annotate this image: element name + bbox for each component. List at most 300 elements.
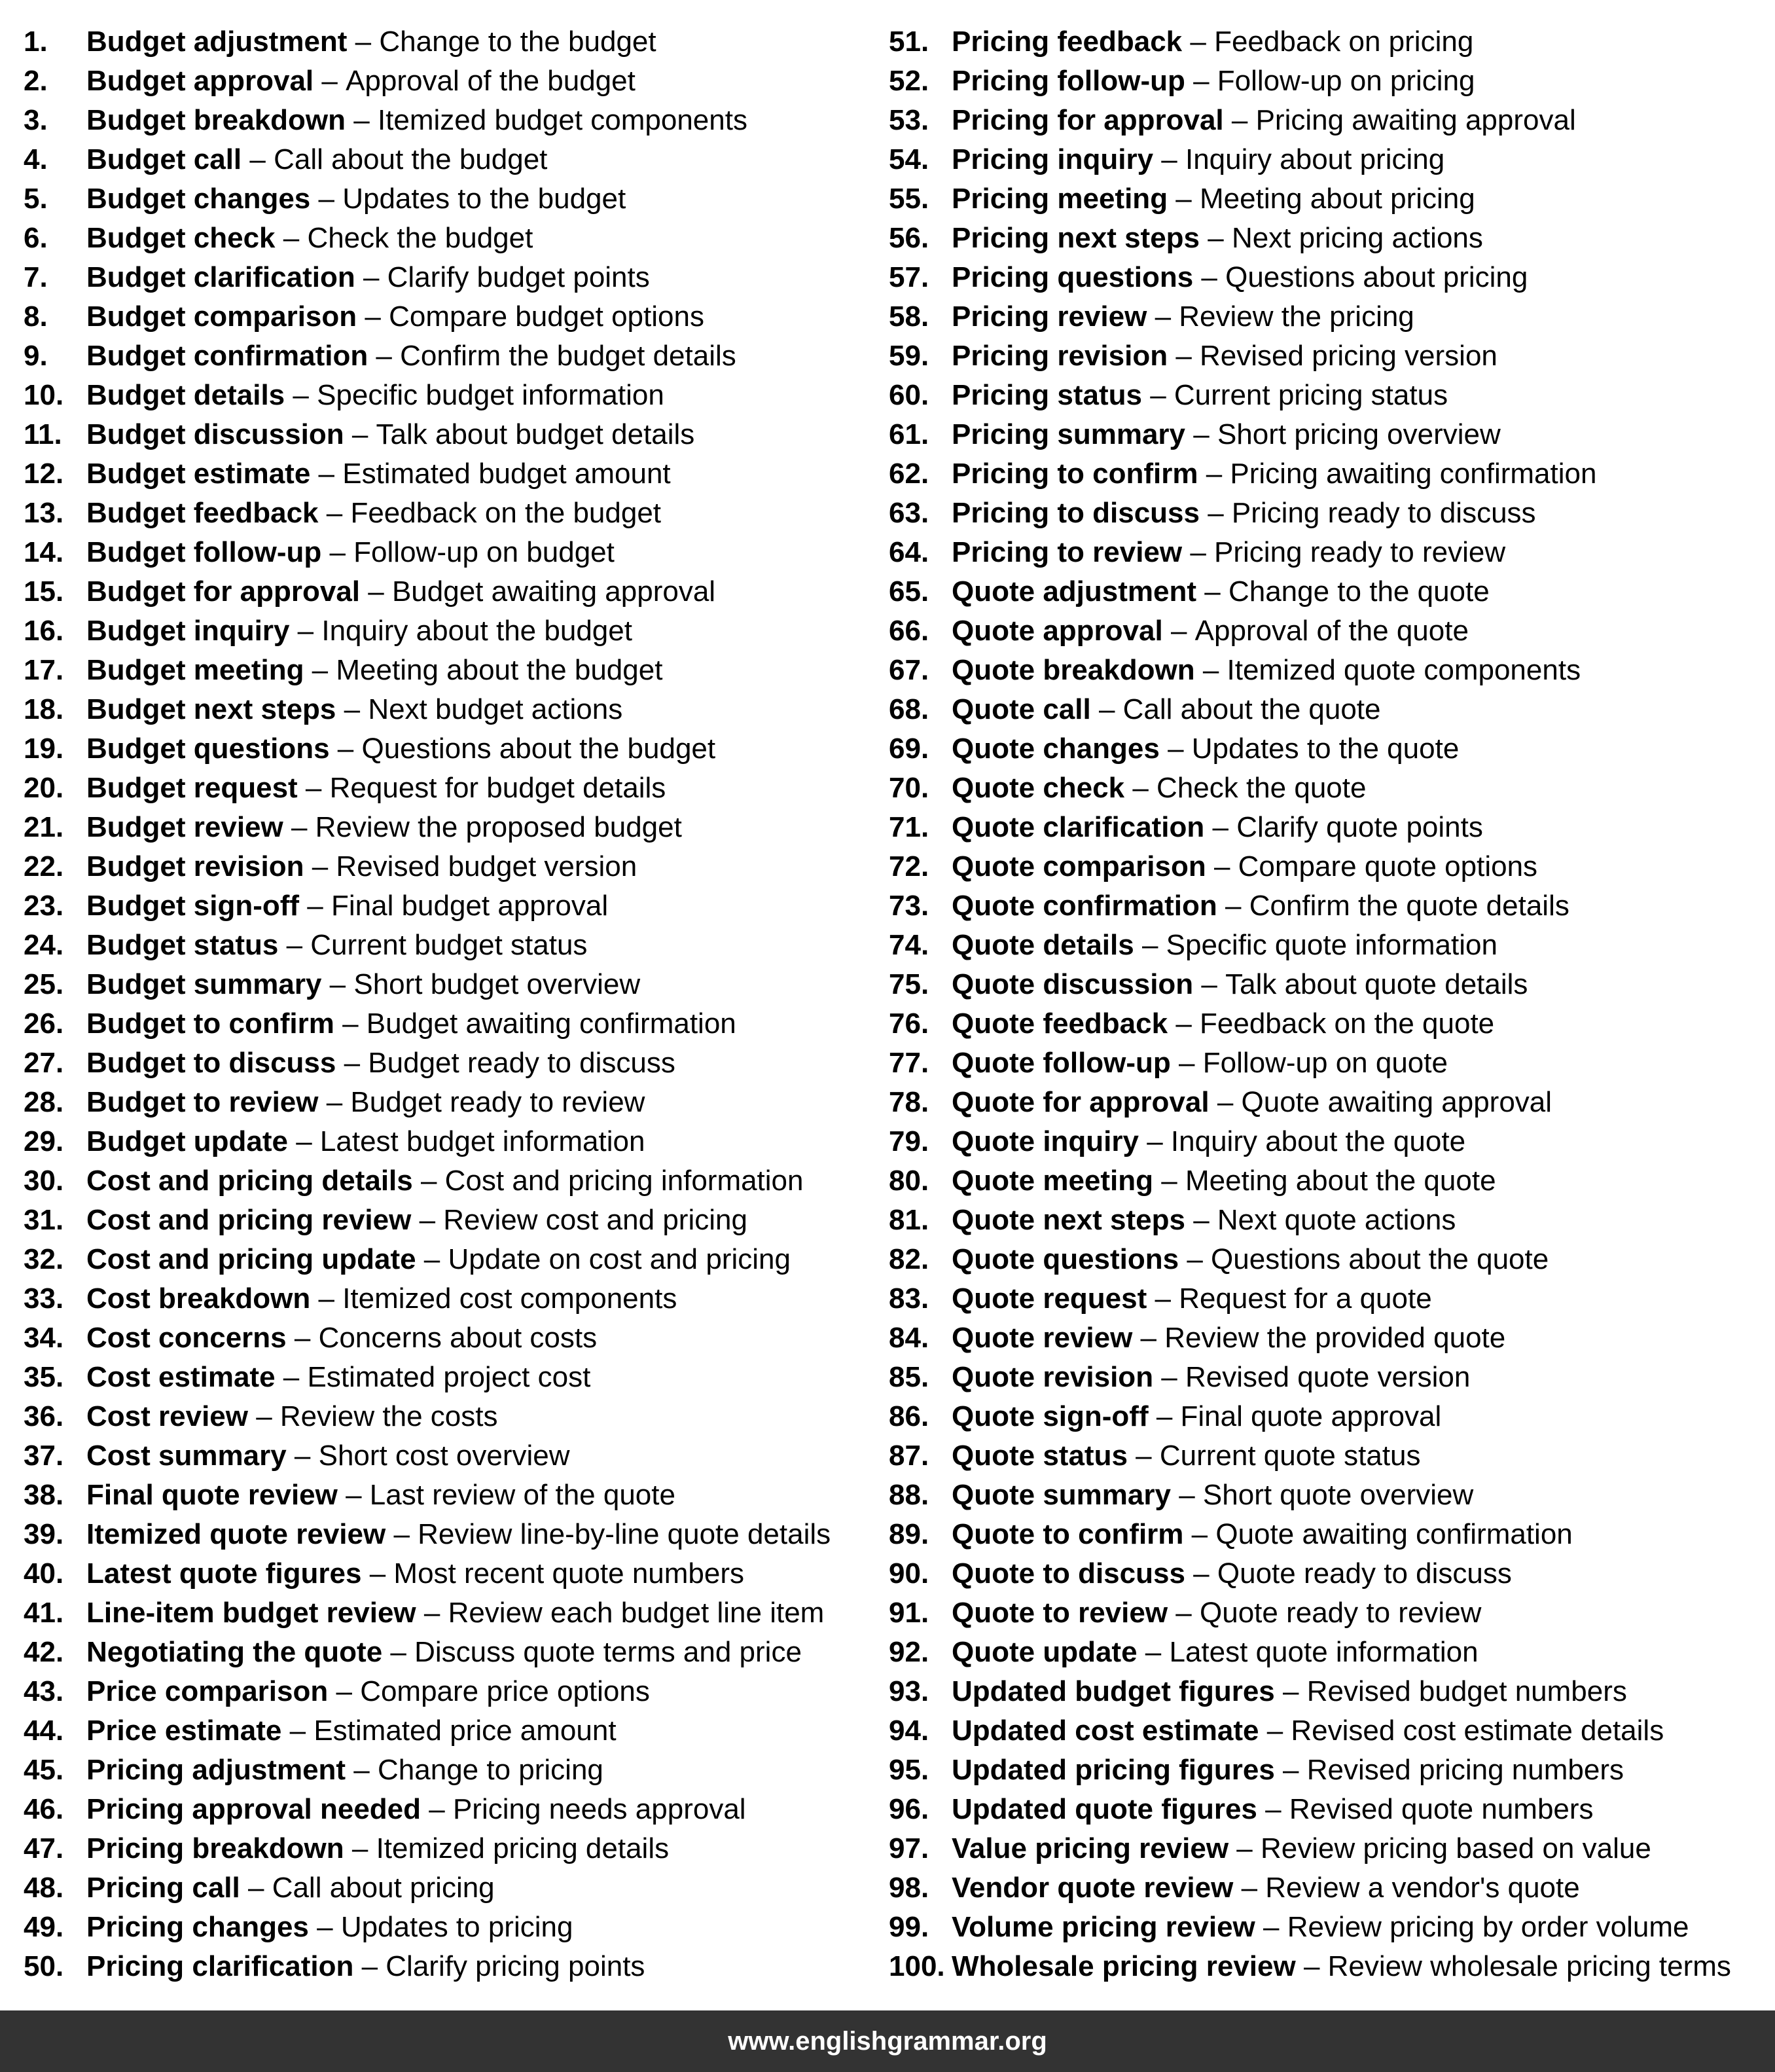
item-definition: Call about pricing (272, 1872, 495, 1904)
item-separator: – (1168, 1597, 1200, 1629)
item-separator: – (1185, 65, 1217, 97)
item-term: Pricing review (952, 300, 1147, 333)
item-definition: Follow-up on pricing (1217, 65, 1475, 97)
item-term: Budget check (86, 222, 276, 254)
item-definition: Final budget approval (331, 890, 609, 922)
item-definition: Request for a quote (1179, 1282, 1432, 1315)
item-definition: Review the costs (279, 1400, 498, 1432)
item-definition: Feedback on pricing (1214, 26, 1474, 58)
item-definition: Call about the quote (1122, 693, 1381, 725)
item-definition: Request for budget details (329, 772, 666, 804)
item-separator: – (318, 497, 351, 529)
list-item (889, 1201, 1766, 1240)
list-item (24, 1947, 868, 1986)
item-number: 92. (889, 1636, 929, 1668)
item-term: Budget changes (86, 183, 311, 215)
item-term: Pricing questions (952, 261, 1194, 293)
list-item (24, 808, 868, 847)
list-item (24, 1476, 868, 1515)
item-number: 73. (889, 890, 929, 922)
item-term: Budget confirmation (86, 340, 368, 372)
item-definition: Review wholesale pricing terms (1327, 1950, 1731, 1982)
item-number: 61. (889, 418, 929, 450)
list-item (889, 1593, 1766, 1633)
item-separator: – (286, 1322, 319, 1354)
item-definition: Pricing awaiting approval (1255, 104, 1576, 136)
item-separator: – (247, 1400, 280, 1432)
list-item (889, 1397, 1766, 1436)
item-number: 57. (889, 261, 929, 293)
item-number: 81. (889, 1204, 929, 1236)
item-number: 38. (24, 1479, 64, 1511)
item-term: Pricing follow-up (952, 65, 1185, 97)
item-term: Pricing to review (952, 536, 1183, 568)
item-definition: Estimated project cost (307, 1361, 591, 1393)
item-definition: Most recent quote numbers (393, 1557, 745, 1590)
item-term: Pricing to confirm (952, 458, 1198, 490)
item-term: Quote feedback (952, 1008, 1168, 1040)
item-definition: Quote awaiting confirmation (1215, 1518, 1573, 1550)
item-term: Quote clarification (952, 811, 1205, 843)
list-item (889, 1318, 1766, 1358)
item-separator: – (1132, 1322, 1165, 1354)
item-definition: Next quote actions (1217, 1204, 1456, 1236)
item-number: 51. (889, 26, 929, 58)
list-item (889, 297, 1766, 336)
item-number: 65. (889, 575, 929, 608)
list-item (24, 572, 868, 611)
list-item (24, 1554, 868, 1593)
item-number: 67. (889, 654, 929, 686)
item-separator: – (368, 340, 401, 372)
item-term: Quote to confirm (952, 1518, 1184, 1550)
item-term: Budget summary (86, 968, 322, 1000)
item-definition: Questions about the budget (361, 733, 716, 765)
item-term: Quote details (952, 929, 1134, 961)
item-separator: – (310, 183, 343, 215)
list-item (24, 965, 868, 1004)
item-term: Budget update (86, 1125, 288, 1157)
item-term: Cost concerns (86, 1322, 287, 1354)
item-term: Quote for approval (952, 1086, 1210, 1118)
item-definition: Meeting about the budget (336, 654, 663, 686)
item-number: 89. (889, 1518, 929, 1550)
item-number: 53. (889, 104, 929, 136)
list-item (24, 1751, 868, 1790)
item-separator: – (1185, 1557, 1217, 1590)
item-separator: – (287, 1125, 320, 1157)
item-definition: Compare quote options (1238, 850, 1538, 882)
item-term: Quote summary (952, 1479, 1171, 1511)
item-number: 100. (889, 1950, 945, 1982)
item-separator: – (1153, 143, 1185, 175)
list-item (889, 651, 1766, 690)
item-number: 79. (889, 1125, 929, 1157)
list-item (889, 1672, 1766, 1711)
item-separator: – (1193, 261, 1226, 293)
item-term: Cost review (86, 1400, 248, 1432)
item-term: Quote review (952, 1322, 1133, 1354)
item-definition: Budget awaiting confirmation (366, 1008, 736, 1040)
item-number: 13. (24, 497, 64, 529)
item-separator: – (1168, 1008, 1200, 1040)
item-definition: Clarify quote points (1236, 811, 1483, 843)
item-number: 12. (24, 458, 64, 490)
item-separator: – (240, 1872, 272, 1904)
item-definition: Review cost and pricing (443, 1204, 747, 1236)
item-term: Budget to review (86, 1086, 319, 1118)
list-item (889, 533, 1766, 572)
list-item (889, 62, 1766, 101)
item-term: Itemized quote review (86, 1518, 386, 1550)
item-number: 90. (889, 1557, 929, 1590)
item-definition: Quote awaiting approval (1241, 1086, 1552, 1118)
list-item (24, 454, 868, 494)
item-term: Pricing next steps (952, 222, 1200, 254)
item-term: Cost estimate (86, 1361, 276, 1393)
item-number: 19. (24, 733, 64, 765)
item-separator: – (1147, 300, 1179, 333)
item-definition: Estimated price amount (314, 1715, 617, 1747)
list-item (24, 494, 868, 533)
item-term: Quote adjustment (952, 575, 1197, 608)
item-definition: Clarify budget points (387, 261, 650, 293)
item-definition: Review the provided quote (1164, 1322, 1506, 1354)
list-item (24, 533, 868, 572)
list-item (889, 376, 1766, 415)
item-separator: – (353, 1950, 386, 1982)
list-item (889, 611, 1766, 651)
item-number: 71. (889, 811, 929, 843)
item-separator: – (1183, 1518, 1216, 1550)
item-number: 78. (889, 1086, 929, 1118)
item-term: Budget adjustment (86, 26, 348, 58)
item-number: 25. (24, 968, 64, 1000)
item-term: Budget revision (86, 850, 304, 882)
list-item (889, 965, 1766, 1004)
item-term: Updated cost estimate (952, 1715, 1259, 1747)
item-term: Cost and pricing review (86, 1204, 412, 1236)
list-item (889, 847, 1766, 886)
item-number: 66. (889, 615, 929, 647)
item-number: 30. (24, 1165, 64, 1197)
item-separator: – (344, 418, 376, 450)
list-item (889, 22, 1766, 62)
item-number: 69. (889, 733, 929, 765)
list-item (24, 690, 868, 729)
item-separator: – (1204, 811, 1237, 843)
item-number: 32. (24, 1243, 64, 1275)
item-term: Quote discussion (952, 968, 1194, 1000)
item-term: Pricing feedback (952, 26, 1183, 58)
item-separator: – (310, 458, 343, 490)
item-definition: Compare budget options (389, 300, 704, 333)
item-definition: Compare price options (360, 1675, 650, 1707)
list-item (24, 258, 868, 297)
item-number: 48. (24, 1872, 64, 1904)
item-separator: – (334, 1008, 367, 1040)
item-definition: Review pricing by order volume (1287, 1911, 1689, 1943)
item-separator: – (299, 890, 331, 922)
item-number: 84. (889, 1322, 929, 1354)
item-separator: – (1199, 497, 1232, 529)
item-term: Budget for approval (86, 575, 361, 608)
item-separator: – (1141, 379, 1174, 411)
item-number: 76. (889, 1008, 929, 1040)
item-number: 26. (24, 1008, 64, 1040)
item-definition: Meeting about the quote (1185, 1165, 1496, 1197)
item-number: 42. (24, 1636, 64, 1668)
item-separator: – (357, 300, 389, 333)
item-definition: Check the budget (307, 222, 533, 254)
item-number: 93. (889, 1675, 929, 1707)
item-term: Quote check (952, 772, 1125, 804)
item-definition: Revised cost estimate details (1291, 1715, 1664, 1747)
item-separator: – (355, 261, 387, 293)
list-item (889, 101, 1766, 140)
item-number: 23. (24, 890, 64, 922)
item-definition: Clarify pricing points (385, 1950, 645, 1982)
item-separator: – (329, 733, 362, 765)
list-item (24, 1044, 868, 1083)
item-separator: – (308, 1911, 341, 1943)
item-separator: – (275, 222, 308, 254)
item-number: 21. (24, 811, 64, 843)
item-separator: – (304, 654, 336, 686)
list-item (24, 336, 868, 376)
item-separator: – (1194, 654, 1227, 686)
item-separator: – (1295, 1950, 1328, 1982)
item-term: Budget clarification (86, 261, 355, 293)
item-separator: – (1185, 1204, 1217, 1236)
item-definition: Short cost overview (318, 1440, 570, 1472)
list-item (24, 729, 868, 769)
item-definition: Budget awaiting approval (391, 575, 716, 608)
item-definition: Pricing needs approval (452, 1793, 746, 1825)
item-definition: Short quote overview (1202, 1479, 1474, 1511)
item-number: 46. (24, 1793, 64, 1825)
item-separator: – (1170, 1047, 1203, 1079)
item-number: 40. (24, 1557, 64, 1590)
item-term: Budget discussion (86, 418, 344, 450)
item-definition: Latest quote information (1169, 1636, 1479, 1668)
item-definition: Last review of the quote (369, 1479, 675, 1511)
list-item (24, 926, 868, 965)
item-number: 98. (889, 1872, 929, 1904)
item-separator: – (347, 26, 380, 58)
item-term: Updated quote figures (952, 1793, 1257, 1825)
item-term: Budget call (86, 143, 242, 175)
list-item (889, 572, 1766, 611)
list-item (24, 1004, 868, 1044)
item-separator: – (1255, 1911, 1287, 1943)
list-item (24, 1083, 868, 1122)
item-term: Pricing summary (952, 418, 1186, 450)
item-definition: Pricing awaiting confirmation (1230, 458, 1597, 490)
item-separator: – (286, 1440, 319, 1472)
item-term: Volume pricing review (952, 1911, 1255, 1943)
list-item (889, 690, 1766, 729)
item-number: 82. (889, 1243, 929, 1275)
item-definition: Change to the quote (1228, 575, 1490, 608)
item-term: Updated budget figures (952, 1675, 1275, 1707)
list-item (24, 886, 868, 926)
item-definition: Questions about pricing (1225, 261, 1528, 293)
footer-bar (0, 2010, 1775, 2072)
list-item (889, 1515, 1766, 1554)
list-item (24, 1279, 868, 1318)
item-number: 14. (24, 536, 64, 568)
item-separator: – (1200, 222, 1232, 254)
item-separator: – (297, 772, 330, 804)
list-item (889, 1083, 1766, 1122)
item-separator: – (1198, 458, 1230, 490)
item-definition: Short budget overview (353, 968, 641, 1000)
item-term: Budget inquiry (86, 615, 290, 647)
item-separator: – (1148, 1400, 1181, 1432)
item-separator: – (1153, 1361, 1185, 1393)
item-term: Quote to review (952, 1597, 1168, 1629)
list-item (889, 1279, 1766, 1318)
item-number: 34. (24, 1322, 64, 1354)
list-item (889, 1122, 1766, 1161)
list-item (24, 1908, 868, 1947)
list-column-left (24, 22, 868, 1986)
item-number: 15. (24, 575, 64, 608)
item-number: 75. (889, 968, 929, 1000)
item-definition: Revised quote numbers (1289, 1793, 1594, 1825)
item-number: 55. (889, 183, 929, 215)
item-number: 18. (24, 693, 64, 725)
item-term: Quote sign-off (952, 1400, 1149, 1432)
list-item (24, 1201, 868, 1240)
list-item (24, 1515, 868, 1554)
item-term: Budget review (86, 811, 283, 843)
item-definition: Inquiry about the quote (1170, 1125, 1466, 1157)
item-definition: Update on cost and pricing (448, 1243, 791, 1275)
item-separator: – (421, 1793, 453, 1825)
list-item (24, 1829, 868, 1868)
item-number: 24. (24, 929, 64, 961)
item-number: 45. (24, 1754, 64, 1786)
list-item (889, 1790, 1766, 1829)
item-definition: Next pricing actions (1231, 222, 1483, 254)
item-definition: Follow-up on budget (353, 536, 615, 568)
item-term: Pricing for approval (952, 104, 1224, 136)
list-item (889, 808, 1766, 847)
item-separator: – (382, 1636, 415, 1668)
item-separator: – (1168, 340, 1200, 372)
item-separator: – (275, 1361, 308, 1393)
list-item (889, 926, 1766, 965)
item-separator: – (318, 1086, 351, 1118)
item-term: Budget estimate (86, 458, 311, 490)
item-number: 17. (24, 654, 64, 686)
item-definition: Change to pricing (378, 1754, 603, 1786)
item-term: Pricing revision (952, 340, 1168, 372)
item-definition: Itemized quote components (1227, 654, 1581, 686)
item-number: 10. (24, 379, 64, 411)
list-item (889, 1711, 1766, 1751)
item-term: Budget feedback (86, 497, 319, 529)
item-term: Quote questions (952, 1243, 1179, 1275)
list-item (24, 1318, 868, 1358)
list-item (24, 1358, 868, 1397)
item-separator: – (283, 811, 315, 843)
item-separator: – (346, 104, 378, 136)
item-number: 97. (889, 1832, 929, 1864)
item-term: Budget details (86, 379, 285, 411)
item-term: Budget comparison (86, 300, 357, 333)
list-item (24, 179, 868, 219)
item-separator: – (1168, 183, 1200, 215)
item-number: 59. (889, 340, 929, 372)
footer-url: www.englishgrammar.org (728, 2026, 1047, 2056)
list-item (24, 1240, 868, 1279)
item-number: 22. (24, 850, 64, 882)
item-definition: Updates to the quote (1191, 733, 1460, 765)
item-definition: Latest budget information (319, 1125, 645, 1157)
item-term: Pricing status (952, 379, 1142, 411)
list-item (24, 415, 868, 454)
item-term: Quote request (952, 1282, 1147, 1315)
item-number: 56. (889, 222, 929, 254)
item-separator: – (1233, 1872, 1266, 1904)
item-separator: – (360, 575, 392, 608)
item-definition: Pricing ready to discuss (1231, 497, 1536, 529)
item-definition: Updates to pricing (340, 1911, 573, 1943)
item-number: 49. (24, 1911, 64, 1943)
item-term: Line-item budget review (86, 1597, 416, 1629)
item-separator: – (337, 1479, 370, 1511)
list-item (889, 1240, 1766, 1279)
list-item (24, 62, 868, 101)
item-term: Pricing clarification (86, 1950, 354, 1982)
item-definition: Review the proposed budget (315, 811, 682, 843)
list-item (889, 258, 1766, 297)
item-term: Pricing breakdown (86, 1832, 344, 1864)
item-separator: – (1137, 1636, 1170, 1668)
list-item (889, 1358, 1766, 1397)
list-item (24, 651, 868, 690)
item-separator: – (1162, 615, 1195, 647)
item-separator: – (1124, 772, 1157, 804)
item-definition: Confirm the quote details (1249, 890, 1569, 922)
item-number: 7. (24, 261, 48, 293)
list-item (24, 1436, 868, 1476)
item-number: 27. (24, 1047, 64, 1079)
item-term: Budget questions (86, 733, 330, 765)
list-item (24, 611, 868, 651)
list-item (889, 769, 1766, 808)
item-term: Quote confirmation (952, 890, 1217, 922)
item-number: 94. (889, 1715, 929, 1747)
item-separator: – (1127, 1440, 1160, 1472)
item-number: 37. (24, 1440, 64, 1472)
item-definition: Revised budget version (336, 850, 637, 882)
item-separator: – (1257, 1793, 1289, 1825)
item-separator: – (411, 1204, 444, 1236)
item-number: 83. (889, 1282, 929, 1315)
item-number: 72. (889, 850, 929, 882)
item-definition: Itemized cost components (342, 1282, 677, 1315)
list-item (889, 1868, 1766, 1908)
item-term: Wholesale pricing review (952, 1950, 1296, 1982)
item-number: 99. (889, 1911, 929, 1943)
item-term: Pricing meeting (952, 183, 1168, 215)
item-term: Cost and pricing update (86, 1243, 416, 1275)
item-definition: Itemized pricing details (376, 1832, 670, 1864)
